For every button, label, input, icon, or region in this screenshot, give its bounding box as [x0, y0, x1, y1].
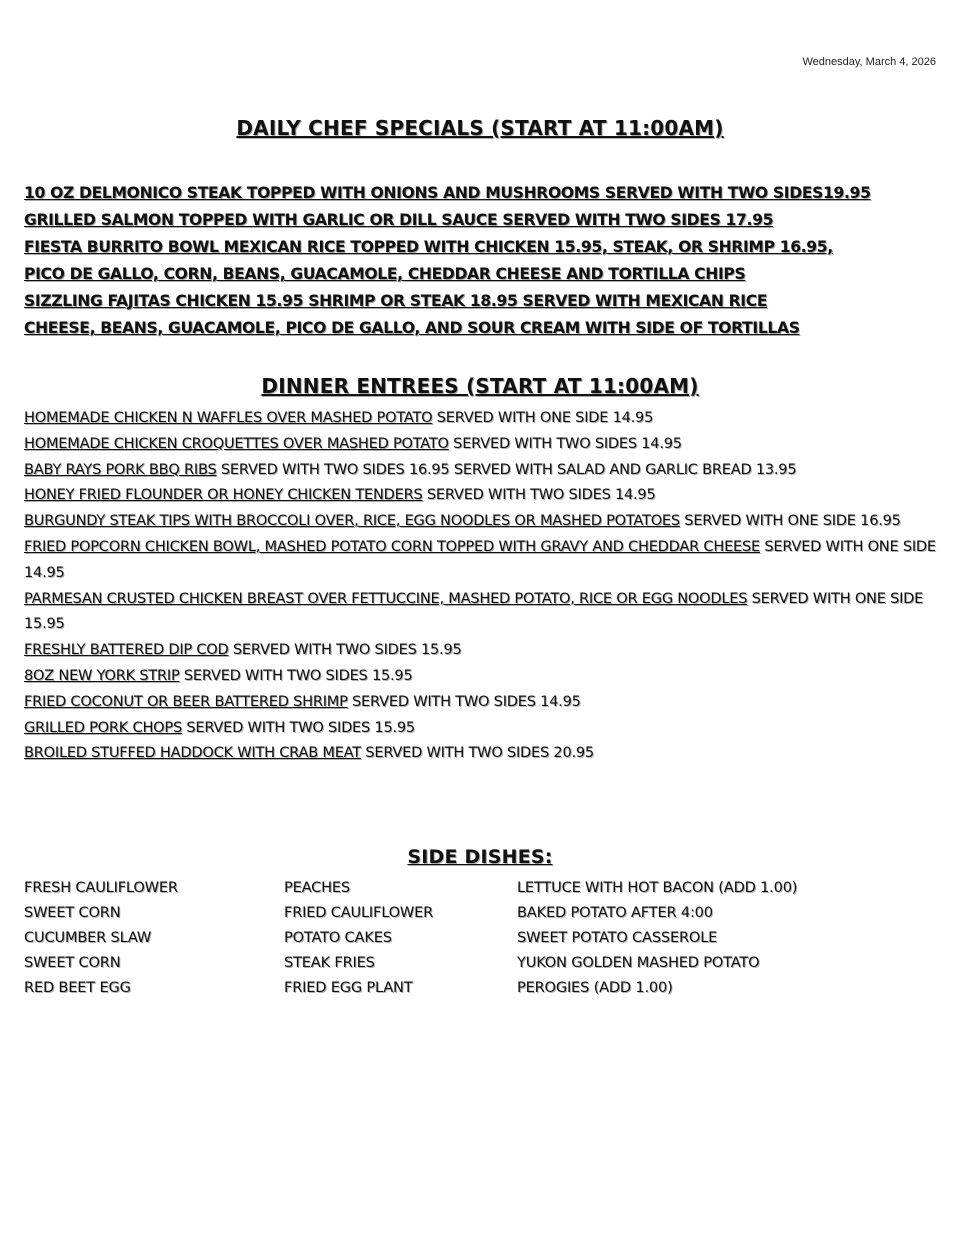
- sides-row: [24, 975, 936, 1000]
- specials-list: [24, 180, 936, 342]
- entree-detail: SERVED WITH TWO SIDES 15.95: [228, 641, 462, 659]
- entree-item: [24, 508, 936, 534]
- entree-item: [24, 534, 936, 586]
- entree-item: [24, 457, 936, 483]
- entree-name: PARMESAN CRUSTED CHICKEN BREAST OVER FETTUCCINE, MASHED POTATO, RICE OR EGG NOODLES: [24, 589, 748, 607]
- side-item: BAKED POTATO AFTER 4:00: [517, 904, 713, 921]
- entree-detail: SERVED WITH TWO SIDES 20.95: [360, 744, 594, 762]
- entree-name: BABY RAYS PORK BBQ RIBS: [24, 460, 217, 478]
- side-item: SWEET CORN: [24, 904, 121, 921]
- side-item: PEROGIES (ADD 1.00): [517, 979, 673, 996]
- entree-name: BROILED STUFFED HADDOCK WITH CRAB MEAT: [24, 744, 361, 762]
- entree-item: [24, 637, 936, 663]
- side-item: POTATO CAKES: [284, 929, 392, 946]
- side-item: YUKON GOLDEN MASHED POTATO: [517, 954, 760, 971]
- side-item: FRIED EGG PLANT: [284, 979, 413, 996]
- sides-heading: SIDE DISHES:: [407, 846, 553, 868]
- entree-detail: SERVED WITH TWO SIDES 15.95: [179, 666, 413, 684]
- special-line: GRILLED SALMON TOPPED WITH GARLIC OR DILL SAUCE SERVED WITH TWO SIDES 17.95: [24, 211, 774, 229]
- side-item: SWEET POTATO CASSEROLE: [517, 929, 718, 946]
- side-item: LETTUCE WITH HOT BACON (ADD 1.00): [517, 879, 798, 896]
- entree-detail: SERVED WITH ONE SIDE 15.95: [24, 589, 924, 633]
- special-line: CHEESE, BEANS, GUACAMOLE, PICO DE GALLO, AND SOUR CREAM WITH SIDE OF TORTILLAS: [24, 319, 800, 337]
- entree-name: BURGUNDY STEAK TIPS WITH BROCCOLI OVER, RICE, EGG NOODLES OR MASHED POTATOES: [24, 512, 680, 530]
- entree-item: [24, 689, 936, 715]
- side-item: RED BEET EGG: [24, 979, 131, 996]
- entree-item: [24, 663, 936, 689]
- entree-detail: SERVED WITH ONE SIDE 14.95: [432, 409, 654, 426]
- entree-item: [24, 715, 936, 741]
- entree-name: HONEY FRIED FLOUNDER OR HONEY CHICKEN TENDERS: [24, 486, 423, 504]
- entree-name: FRIED POPCORN CHICKEN BOWL, MASHED POTATO CORN TOPPED WITH GRAVY AND CHEDDAR CHEESE: [24, 537, 761, 555]
- entree-item: [24, 482, 936, 508]
- side-item: PEACHES: [284, 879, 350, 896]
- side-item: SWEET CORN: [24, 954, 121, 971]
- side-item: CUCUMBER SLAW: [24, 929, 152, 946]
- dinner-heading: DINNER ENTREES (START AT 11:00AM): [261, 374, 699, 398]
- entree-detail: SERVED WITH TWO SIDES 16.95 SERVED WITH SALAD AND GARLIC BREAD 13.95: [216, 460, 797, 478]
- entree-item: [24, 586, 936, 638]
- entree-item: [24, 740, 936, 766]
- side-item: STEAK FRIES: [284, 954, 375, 971]
- sides-row: [24, 875, 936, 900]
- special-line: FIESTA BURRITO BOWL MEXICAN RICE TOPPED WITH CHICKEN 15.95, STEAK, OR SHRIMP 16.95,: [24, 238, 833, 256]
- entree-name: FRESHLY BATTERED DIP COD: [24, 641, 229, 659]
- menu-date: Wednesday, March 4, 2026: [802, 56, 936, 68]
- special-line: 10 OZ DELMONICO STEAK TOPPED WITH ONIONS AND MUSHROOMS SERVED WITH TWO SIDES19.95: [24, 184, 871, 202]
- entree-detail: SERVED WITH ONE SIDE 16.95: [679, 512, 901, 530]
- entree-detail: SERVED WITH TWO SIDES 14.95: [422, 486, 656, 504]
- entree-detail: SERVED WITH TWO SIDES 14.95: [347, 692, 581, 710]
- sides-row: [24, 900, 936, 925]
- specials-heading: DAILY CHEF SPECIALS (START AT 11:00AM): [236, 116, 724, 140]
- sides-row: [24, 925, 936, 950]
- entree-name: FRIED COCONUT OR BEER BATTERED SHRIMP: [24, 692, 348, 710]
- entree-detail: SERVED WITH ONE SIDE 14.95: [24, 537, 936, 581]
- sides-row: [24, 950, 936, 975]
- sides-table: [24, 875, 936, 1000]
- entree-name: GRILLED PORK CHOPS: [24, 718, 182, 736]
- entree-detail: SERVED WITH TWO SIDES 15.95: [181, 718, 415, 736]
- entree-item: [24, 405, 936, 431]
- special-line: PICO DE GALLO, CORN, BEANS, GUACAMOLE, CHEDDAR CHEESE AND TORTILLA CHIPS: [24, 265, 746, 283]
- side-item: FRIED CAULIFLOWER: [284, 904, 434, 921]
- entree-item: [24, 431, 936, 457]
- entree-name: HOMEMADE CHICKEN CROQUETTES OVER MASHED POTATO: [24, 434, 449, 452]
- entrees-list: [24, 405, 936, 766]
- entree-detail: SERVED WITH TWO SIDES 14.95: [448, 434, 682, 452]
- entree-name: HOMEMADE CHICKEN N WAFFLES OVER MASHED POTATO: [24, 409, 433, 426]
- side-item: FRESH CAULIFLOWER: [24, 879, 178, 896]
- special-line: SIZZLING FAJITAS CHICKEN 15.95 SHRIMP OR STEAK 18.95 SERVED WITH MEXICAN RICE: [24, 292, 768, 310]
- entree-name: 8OZ NEW YORK STRIP: [24, 666, 180, 684]
